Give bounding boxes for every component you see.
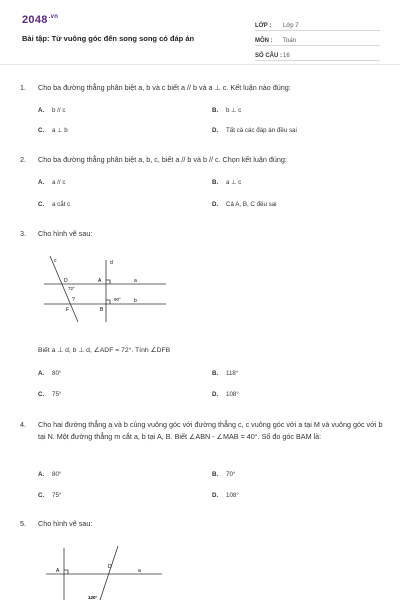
question-text: Cho ba đường thẳng phân biệt a, b và c biết a // b và a ⊥ c. Kết luận nào đúng: bbox=[38, 83, 291, 92]
option-d[interactable]: D. 108° bbox=[212, 391, 239, 398]
question-number: 4. bbox=[20, 420, 26, 429]
label-B: B bbox=[100, 307, 104, 313]
label-F: F bbox=[66, 307, 70, 313]
question-number: 5. bbox=[20, 519, 26, 528]
question-text: Cho hai đường thẳng a và b cùng vuông góc với đường thẳng c, c vuông góc với a tại M và vuông góc với b tại N. Một đường thẳng m cắt a, b tại A, B. Biết ∠ABN - ∠MAB = 40°. Số đo góc BAM là: bbox=[38, 420, 383, 441]
figure-q3 bbox=[36, 250, 171, 325]
label-D: D bbox=[108, 564, 112, 570]
label-d: d bbox=[110, 260, 113, 266]
label-b: b bbox=[134, 298, 137, 304]
option-c[interactable]: C. 75° bbox=[38, 391, 62, 398]
label-angle-72: 72° bbox=[68, 286, 75, 291]
right-angle-A bbox=[64, 570, 68, 574]
label-a: a bbox=[134, 278, 137, 284]
option-c[interactable]: C. a cắt c bbox=[38, 201, 71, 208]
label-c: c bbox=[54, 258, 57, 264]
label-A: A bbox=[98, 278, 102, 284]
question-number: 3. bbox=[20, 229, 26, 238]
option-d[interactable]: D. 108° bbox=[212, 492, 239, 499]
option-a[interactable]: A. b // c bbox=[38, 107, 66, 114]
option-b[interactable]: B. 70° bbox=[212, 471, 236, 478]
option-a[interactable]: A. 80° bbox=[38, 370, 62, 377]
question-number: 2. bbox=[20, 155, 26, 164]
option-b[interactable]: B. a ⊥ c bbox=[212, 179, 242, 186]
question-3-condition: Biết a ⊥ d, b ⊥ d, ∠ADF = 72°. Tính ∠DFB bbox=[38, 347, 171, 354]
question-text: Cho hình vẽ sau: bbox=[38, 229, 93, 238]
label-D: D bbox=[64, 278, 68, 284]
page-title: Bài tập: Từ vuông góc đến song song có đáp án bbox=[22, 34, 195, 43]
label-angle-90: 90° bbox=[114, 297, 121, 302]
label-a: a bbox=[138, 568, 141, 574]
question-text: Cho ba đường thẳng phân biệt a, b, c, biết a // b và b // c. Chọn kết luận đúng: bbox=[38, 155, 287, 164]
label-A: A bbox=[56, 568, 60, 574]
label-angle-120: 120° bbox=[88, 595, 98, 600]
right-angle-a bbox=[106, 280, 110, 284]
option-a[interactable]: A. a // c bbox=[38, 179, 66, 186]
option-c[interactable]: C. 75° bbox=[38, 492, 62, 499]
option-a[interactable]: A. 80° bbox=[38, 471, 62, 478]
meta-row-subject: MÔN : Toán bbox=[255, 31, 380, 46]
option-d[interactable]: D. Tất cả các đáp án đều sai bbox=[212, 127, 297, 134]
option-c[interactable]: C. a ⊥ b bbox=[38, 127, 68, 134]
option-b[interactable]: B. 118° bbox=[212, 370, 239, 377]
line-transversal bbox=[100, 546, 118, 600]
figure-q5 bbox=[38, 540, 168, 600]
option-b[interactable]: B. b ⊥ c bbox=[212, 107, 242, 114]
divider bbox=[0, 64, 400, 65]
brand-logo: $2048^{.vn}$ bbox=[22, 14, 59, 26]
question-number: 1. bbox=[20, 83, 26, 92]
meta-row-count: SỐ CÂU : 16 bbox=[255, 46, 380, 61]
right-angle-b bbox=[106, 300, 110, 304]
question-text: Cho hình vẽ sau: bbox=[38, 519, 93, 528]
meta-row-class: LỚP : Lớp 7 bbox=[255, 16, 380, 31]
meta-table bbox=[255, 16, 380, 61]
label-question: ? bbox=[72, 297, 75, 303]
option-d[interactable]: D. Cả A, B, C đều sai bbox=[212, 201, 277, 208]
